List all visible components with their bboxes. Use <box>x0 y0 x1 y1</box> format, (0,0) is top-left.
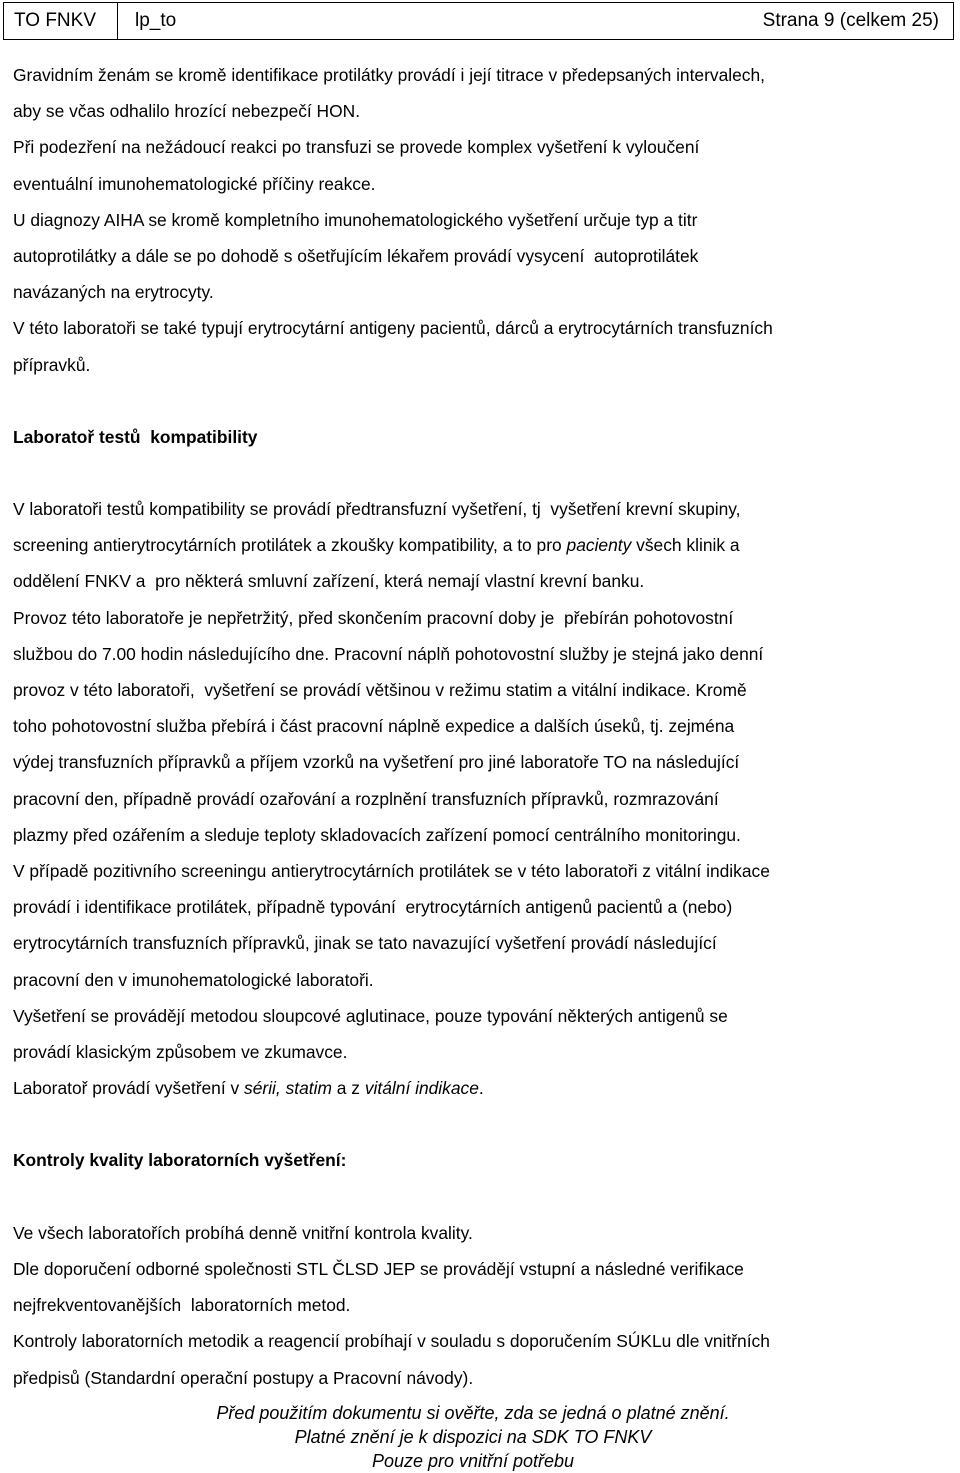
text-line: službou do 7.00 hodin následujícího dne. Pracovní náplň pohotovostní služby je stejná jako denní <box>13 643 764 664</box>
text-line: provoz v této laboratoři, vyšetření se provádí většinou v režimu statim a vitální indikace. Kromě <box>13 680 747 701</box>
text-line: Provoz této laboratoře je nepřetržitý, před skončením pracovní doby je přebírán pohotovostní <box>13 607 734 628</box>
text-line: Při podezření na nežádoucí reakci po transfuzi se provede komplex vyšetření k vyloučení <box>13 137 700 158</box>
document-body <box>13 57 943 1396</box>
header-organization: TO FNKV <box>4 3 118 39</box>
header-document-id: lp_to <box>135 10 177 31</box>
text-line: V laboratoři testů kompatibility se provádí předtransfuzní vyšetření, tj vyšetření krevní skupiny, <box>13 499 741 520</box>
text-segment: . <box>478 1078 484 1099</box>
text-line: nejfrekventovanějších laboratorních metod. <box>13 1295 351 1316</box>
text-line: provádí klasickým způsobem ve zkumavce. <box>13 1042 348 1063</box>
text-line: eventuální imunohematologické příčiny reakce. <box>13 173 376 194</box>
section-heading-compatibility-lab: Laboratoř testů kompatibility <box>13 426 258 447</box>
text-line: erytrocytárních transfuzních přípravků, jinak se tato navazující vyšetření provádí následující <box>13 933 717 954</box>
text-line: aby se včas odhalilo hrozící nebezpečí HON. <box>13 101 361 122</box>
text-line: Vyšetření se provádějí metodou sloupcové aglutinace, pouze typování některých antigenů se <box>13 1005 728 1026</box>
text-line: U diagnozy AIHA se kromě kompletního imunohematologického vyšetření určuje typ a titr <box>13 209 698 230</box>
text-line: pracovní den v imunohematologické laboratoři. <box>13 969 374 990</box>
emphasis-text: sérii, statim <box>244 1078 332 1099</box>
text-segment: Laboratoř provádí vyšetření v <box>13 1078 245 1099</box>
text-line: navázaných na erytrocyty. <box>13 282 214 303</box>
paragraph-antibody-diagnostics <box>13 57 943 383</box>
footer-availability-notice: Platné znění je k dispozici na SDK TO FNKV <box>294 1427 652 1447</box>
text-line <box>13 1070 943 1106</box>
paragraph-compatibility-lab <box>13 491 943 1106</box>
text-line: V této laboratoři se také typují erytrocytární antigeny pacientů, dárců a erytrocytárních transfuzních <box>13 318 773 339</box>
text-line: Dle doporučení odborné společnosti STL ČLSD JEP se provádějí vstupní a následné verifikace <box>13 1258 744 1279</box>
text-line: toho pohotovostní služba přebírá i část pracovní náplně expedice a dalších úseků, tj. zejména <box>13 716 735 737</box>
text-segment: screening antierytrocytárních protilátek a zkoušky kompatibility, a to pro <box>13 535 567 556</box>
text-line: oddělení FNKV a pro některá smluvní zařízení, která nemají vlastní krevní banku. <box>13 571 645 592</box>
text-line: provádí i identifikace protilátek, případně typování erytrocytárních antigenů pacientů a (nebo) <box>13 897 733 918</box>
header-page-info: Strana 9 (celkem 25) <box>762 10 939 31</box>
text-line: V případě pozitivního screeningu antierytrocytárních protilátek se v této laboratoři z vitální indikace <box>13 861 770 882</box>
section-heading-quality-control: Kontroly kvality laboratorních vyšetření: <box>13 1150 347 1171</box>
text-line: plazmy před ozářením a sleduje teploty skladovacích zařízení pomocí centrálního monitoringu. <box>13 824 741 845</box>
text-line <box>13 527 943 563</box>
document-header <box>3 2 954 40</box>
text-line: Ve všech laboratořích probíhá denně vnitřní kontrola kvality. <box>13 1222 473 1243</box>
text-line: přípravků. <box>13 354 91 375</box>
document-footer <box>0 1401 946 1473</box>
text-line: autoprotilátky a dále se po dohodě s ošetřujícím lékařem provádí vysycení autoprotilátek <box>13 246 699 267</box>
text-segment: a z <box>331 1078 365 1099</box>
paragraph-quality-control <box>13 1215 943 1396</box>
emphasis-text: pacienty <box>566 535 632 556</box>
text-line: výdej transfuzních přípravků a příjem vzorků na vyšetření pro jiné laboratoře TO na následující <box>13 752 740 773</box>
text-segment: všech klinik a <box>631 535 740 556</box>
footer-validity-notice: Před použitím dokumentu si ověřte, zda se jedná o platné znění. <box>216 1403 730 1423</box>
text-line: pracovní den, případně provádí ozařování a rozplnění transfuzních přípravků, rozmrazování <box>13 788 719 809</box>
text-line: Gravidním ženám se kromě identifikace protilátky provádí i její titrace v předepsaných intervalech, <box>13 65 766 85</box>
text-line: předpisů (Standardní operační postupy a Pracovní návody). <box>13 1367 474 1388</box>
emphasis-text: vitální indikace <box>364 1078 479 1099</box>
text-line: Kontroly laboratorních metodik a reagencií probíhají v souladu s doporučením SÚKLu dle vnitřních <box>13 1331 770 1352</box>
footer-internal-use-notice: Pouze pro vnitřní potřebu <box>371 1451 575 1471</box>
